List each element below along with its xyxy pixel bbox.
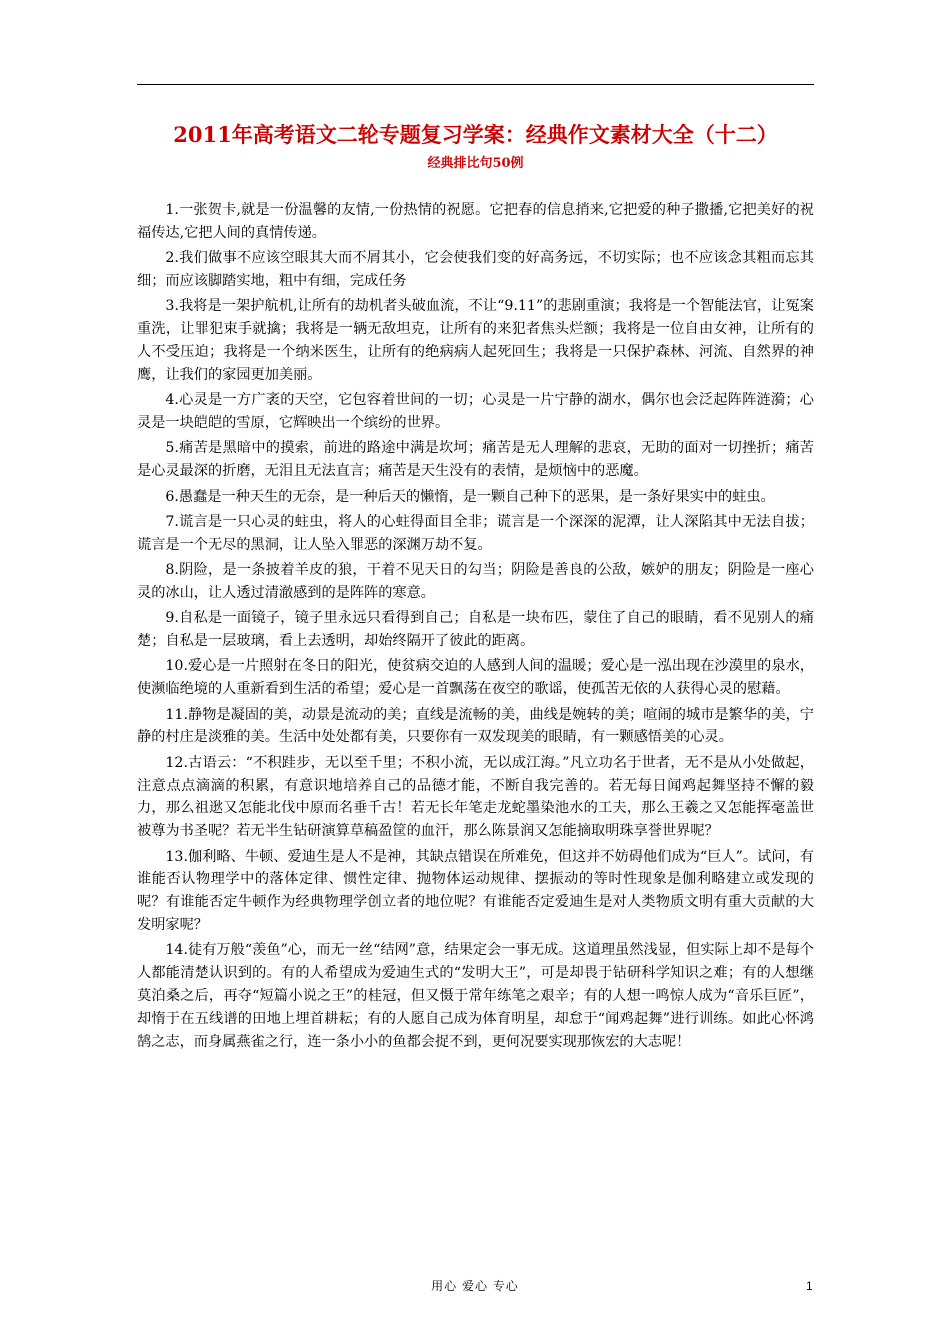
paragraph-13: 13.伽利略、牛顿、爱迪生是人不是神，其缺点错误在所难免，但这并不妨碍他们成为“巨人”。试问，有谁能否认物理学中的落体定律、惯性定律、抛物体运动规律、摆振动的等时性现象是伽利略建立或发现的呢？有谁能否定牛顿作为经典物理学创立者的地位呢？有谁能否定爱迪生是对人类物质文明有重大贡献的大发明家呢？: [137, 848, 814, 934]
paragraph-4: 4.心灵是一方广袤的天空，它包容着世间的一切；心灵是一片宁静的湖水，偶尔也会泛起阵阵涟漪；心灵是一块皑皑的雪原，它辉映出一个缤纷的世界。: [137, 392, 814, 431]
paragraph-7: 7.谎言是一只心灵的蛀虫，将人的心蛀得面目全非；谎言是一个深深的泥潭，让人深陷其中无法自拔；谎言是一个无尽的黑洞，让人坠入罪恶的深渊万劫不复。: [137, 513, 814, 553]
page-subtitle: 经典排比句50例: [427, 156, 524, 171]
paragraph-10: 10.爱心是一片照射在冬日的阳光，使贫病交迫的人感到人间的温暖；爱心是一泓出现在沙漠里的泉水，使濒临绝境的人重新看到生活的希望；爱心是一首飘荡在夜空的歌谣，使孤苦无依的人获得心灵的慰藉。: [137, 658, 814, 698]
paragraph-14: 14.徒有万般“羡鱼”心，而无一丝“结网”意，结果定会一事无成。这道理虽然浅显，但实际上却不是每个人都能清楚认识到的。有的人希望成为爱迪生式的“发明大王”，可是却畏于钻研科学知识之难；有的人想继莫泊桑之后，再夺“短篇小说之王”的桂冠，但又慑于常年练笔之艰辛；有的人想一鸣惊人成为“音乐巨匠”，却惰于在五线谱的田地上埋首耕耘；有的人愿自己成为体育明星，却怠于“闻鸡起舞”进行训练。如此心怀鸿鹄之志，而身属燕雀之行，连一条小小的鱼都会捉不到，更何况要实现那恢宏的大志呢！: [137, 942, 814, 1050]
paragraph-2: 2.我们做事不应该空眼其大而不屑其小，它会使我们变的好高务远，不切实际；也不应该念其粗而忘其细；而应该脚踏实地，粗中有细，完成任务: [137, 250, 814, 289]
paragraph-5: 5.痛苦是黑暗中的摸索，前进的路途中满是坎坷；痛苦是无人理解的悲哀，无助的面对一切挫折；痛苦是心灵最深的折磨，无泪且无法直言；痛苦是天生没有的表情，是烦恼中的恶魔。: [137, 440, 814, 480]
paragraph-9: 9.自私是一面镜子，镜子里永远只看得到自己；自私是一块布匹，蒙住了自己的眼睛，看不见别人的痛楚；自私是一层玻璃，看上去透明，却始终隔开了彼此的距离。: [137, 610, 814, 650]
paragraph-1: 1.一张贺卡,就是一份温馨的友情,一份热情的祝愿。它把春的信息捎来,它把爱的种子撒播,它把美好的祝福传达,它把人间的真情传递。: [137, 202, 814, 241]
paragraph-11: 11.静物是凝固的美，动景是流动的美；直线是流畅的美，曲线是婉转的美；喧闹的城市是繁华的美，宁静的村庄是淡雅的美。生活中处处都有美，只要你有一双发现美的眼睛，有一颗感悟美的心灵。: [137, 706, 814, 746]
paragraph-3: 3.我将是一架护航机,让所有的劫机者头破血流，不让“9.11”的悲剧重演；我将是一个智能法官，让冤案重洗，让罪犯束手就擒；我将是一辆无敌坦克，让所有的来犯者焦头烂额；我将是一位自由女神，让所有的人不受压迫；我将是一个纳米医生，让所有的绝病病人起死回生；我将是一只保护森林、河流、自然界的神鹰，让我们的家园更加美丽。: [137, 298, 814, 383]
page-title: 2011年高考语文二轮专题复习学案：经典作文素材大全（十二）: [173, 122, 778, 147]
footer-motto: 用心 爱心 专心: [431, 1279, 519, 1293]
document-body: [137, 199, 814, 1056]
paragraph-8: 8.阴险，是一条披着羊皮的狼，干着不见天日的勾当；阴险是善良的公敌，嫉妒的朋友；阴险是一座心灵的冰山，让人透过清澈感到的是阵阵的寒意。: [137, 562, 814, 601]
page-number: 1: [806, 1279, 813, 1293]
header-rule: [137, 84, 814, 85]
paragraph-6: 6.愚蠢是一种天生的无奈，是一种后天的懒惰，是一颗自己种下的恶果，是一条好果实中的蛀虫。: [165, 488, 775, 505]
paragraph-12: 12.古语云：“不积跬步，无以至千里；不积小流，无以成江海。”凡立功名于世者，无不是从小处做起，注意点点滴滴的积累，有意识地培养自己的品德才能，不断自我完善的。若无每日闻鸡起舞坚持不懈的毅力，那么祖逖又怎能北伐中原而名垂千古！若无长年笔走龙蛇墨染池水的工夫，那么王羲之又怎能挥毫盖世被尊为书圣呢？若无半生钻研演算草稿盈筐的血汗，那么陈景润又怎能摘取明珠享誉世界呢？: [137, 754, 814, 840]
